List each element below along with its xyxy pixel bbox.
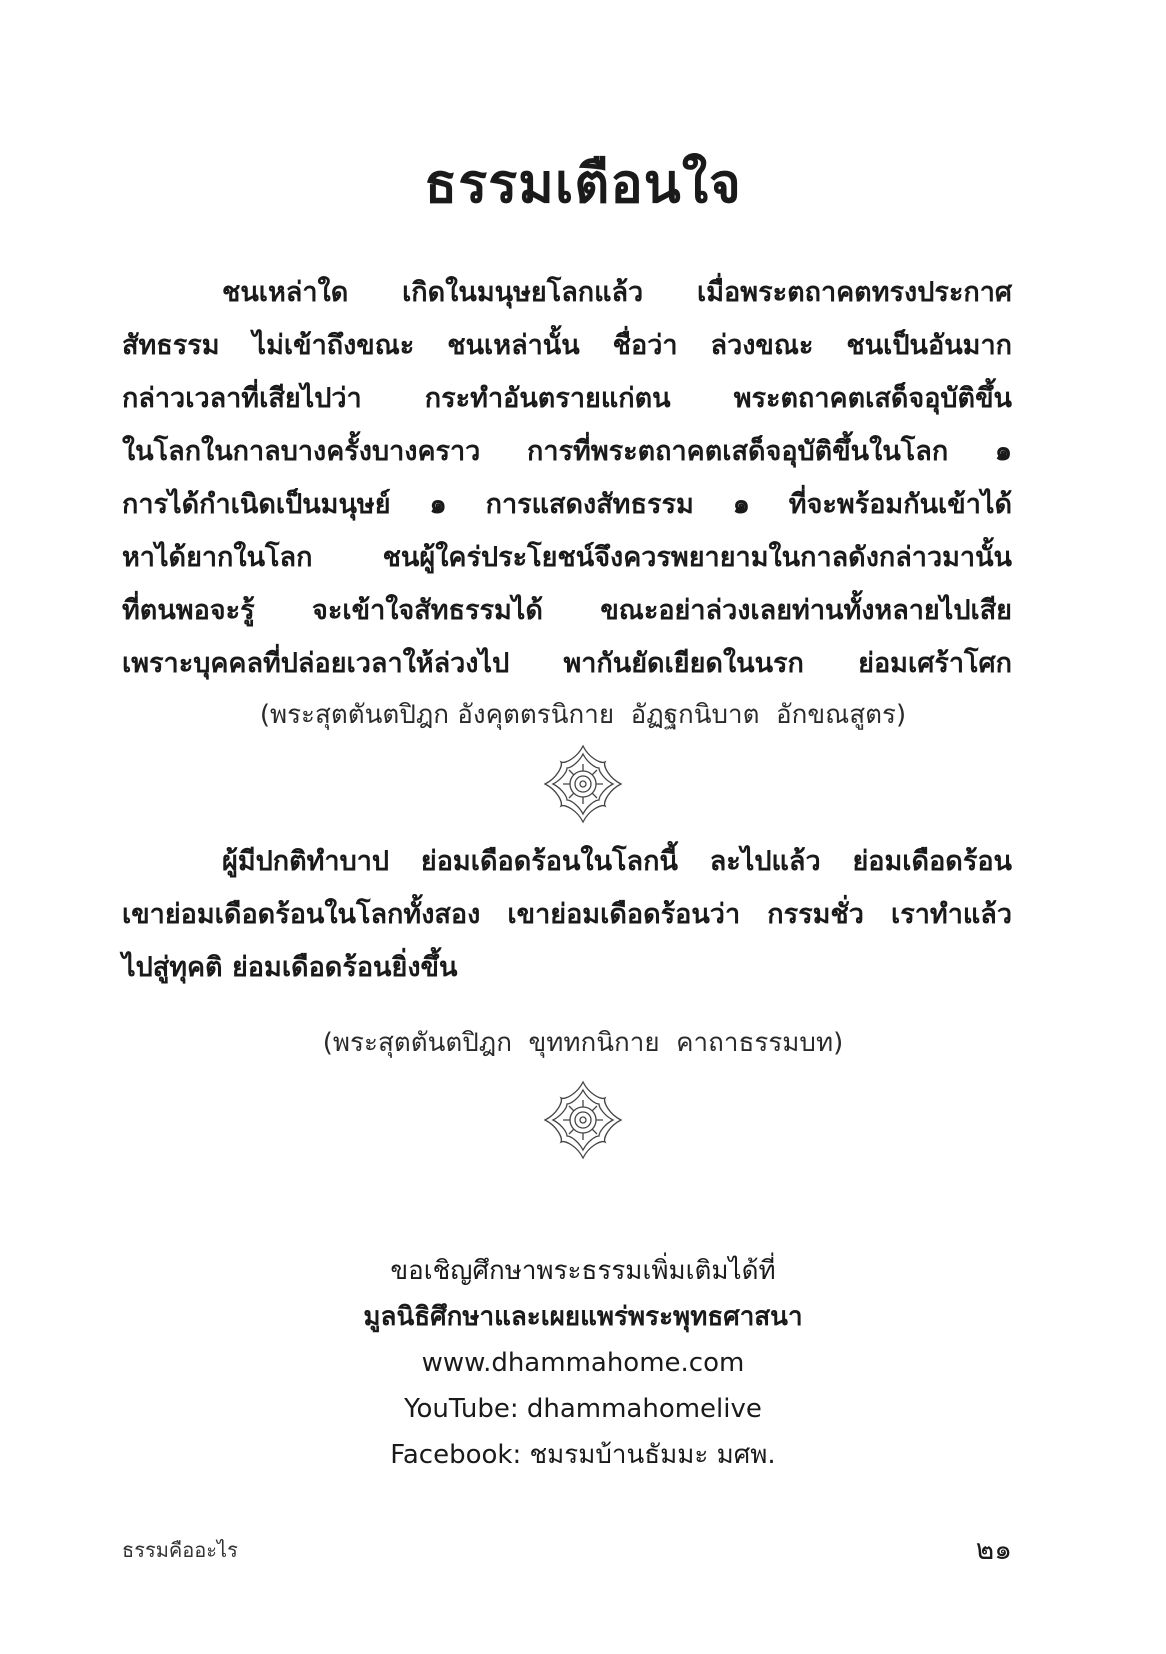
page-number: ๒๑ — [975, 1533, 1012, 1566]
paragraph-1 — [122, 266, 1012, 690]
paragraph-line: ผู้มีปกติทำบาป ย่อมเดือดร้อนในโลกนี้ ละไปแล้ว ย่อมเดือดร้อน — [222, 846, 1012, 877]
invite-text: ขอเชิญศึกษาพระธรรมเพิ่มเติมได้ที่ — [390, 1256, 776, 1286]
paragraph-line: กล่าวเวลาที่เสียไปว่า กระทำอันตรายแก่ตน พระตถาคตเสด็จอุบัติขึ้น — [122, 383, 1012, 414]
contact-info — [0, 1248, 1166, 1478]
paragraph-2 — [122, 835, 1012, 994]
website-link[interactable]: www.dhammahome.com — [421, 1348, 745, 1378]
paragraph-line: สัทธรรม ไม่เข้าถึงขณะ ชนเหล่านั้น ชื่อว่า ล่วงขณะ ชนเป็นอันมาก — [122, 330, 1012, 361]
paragraph-line: เพราะบุคคลที่ปล่อยเวลาให้ล่วงไป พากันยัดเยียดในนรก ย่อมเศร้าโศก — [122, 648, 1012, 679]
paragraph-line: ไปสู่ทุคติ ย่อมเดือดร้อนยิ่งขึ้น — [122, 952, 458, 983]
paragraph-line: การได้กำเนิดเป็นมนุษย์ ๑ การแสดงสัทธรรม ๑ ที่จะพร้อมกันเข้าได้ — [122, 489, 1012, 520]
thai-lotus-ornament-icon — [543, 1080, 623, 1160]
citation-2: (พระสุตตันตปิฎก ขุททกนิกาย คาถาธรรมบท) — [322, 1028, 844, 1058]
paragraph-line: ที่ตนพอจะรู้ จะเข้าใจสัทธรรมได้ ขณะอย่าล่วงเลยท่านทั้งหลายไปเสีย — [122, 595, 1012, 626]
paragraph-line: เขาย่อมเดือดร้อนในโลกทั้งสอง เขาย่อมเดือดร้อนว่า กรรมชั่ว เราทำแล้ว — [122, 899, 1012, 930]
page-title: ธรรมเตือนใจ — [424, 152, 742, 215]
paragraph-line: หาได้ยากในโลก ชนผู้ใคร่ประโยชน์จึงควรพยายามในกาลดังกล่าวมานั้น — [122, 542, 1012, 573]
running-footer: ธรรมคืออะไร — [122, 1538, 238, 1562]
paragraph-line: ในโลกในกาลบางครั้งบางคราว การที่พระตถาคตเสด็จอุบัติขึ้นในโลก ๑ — [122, 436, 1012, 467]
organization-name: มูลนิธิศึกษาและเผยแพร่พระพุทธศาสนา — [363, 1302, 803, 1332]
thai-lotus-ornament-icon — [543, 744, 623, 824]
citation-1: (พระสุตตันตปิฎก อังคุตตรนิกาย อัฏฐกนิบาต อักขณสูตร) — [259, 700, 907, 730]
facebook-link[interactable]: Facebook: ชมรมบ้านธัมมะ มศพ. — [390, 1440, 776, 1470]
youtube-link[interactable]: YouTube: dhammahomelive — [404, 1394, 762, 1424]
paragraph-line: ชนเหล่าใด เกิดในมนุษยโลกแล้ว เมื่อพระตถาคตทรงประกาศ — [222, 277, 1012, 308]
